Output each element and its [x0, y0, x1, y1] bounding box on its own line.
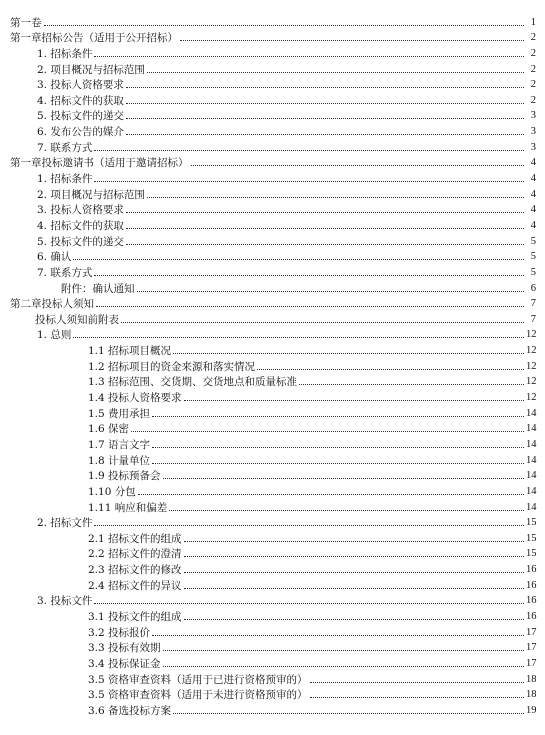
dot-leader: [184, 571, 524, 573]
toc-entry-title: 1.4 投标人资格要求: [88, 392, 182, 405]
toc-entry[interactable]: [0, 60, 545, 76]
toc-entry-page-number: 2: [530, 47, 536, 59]
toc-entry-page-number: 12: [526, 329, 537, 341]
dot-leader: [73, 336, 524, 338]
dot-leader: [73, 258, 524, 260]
toc-entry-page-number: 15: [526, 532, 537, 544]
toc-entry-page-number: 4: [530, 157, 536, 169]
toc-entry[interactable]: [0, 341, 545, 357]
toc-entry-page-number: 14: [526, 423, 537, 435]
dot-leader: [184, 540, 524, 542]
dot-leader: [184, 399, 524, 401]
dot-leader: [126, 102, 524, 104]
toc-entry[interactable]: [0, 545, 545, 561]
toc-entry[interactable]: [0, 279, 545, 295]
dot-leader: [94, 602, 524, 604]
toc-entry-page-number: 3: [530, 110, 536, 122]
toc-entry[interactable]: [0, 232, 545, 248]
toc-entry-page-number: 14: [526, 438, 537, 450]
toc-entry[interactable]: [0, 654, 545, 670]
dot-leader: [152, 634, 524, 636]
toc-entry-title: 3.1 投标文件的组成: [88, 610, 182, 623]
dot-leader: [126, 211, 524, 213]
dot-leader: [94, 274, 524, 276]
toc-entry-title: 附件：确认通知: [61, 282, 135, 295]
toc-entry-title: 3.4 投标保证金: [88, 657, 161, 670]
toc-entry[interactable]: [0, 467, 545, 483]
toc-entry-title: 2.2 招标文件的澄清: [88, 548, 182, 561]
toc-entry-title: 6. 发布公告的媒介: [37, 126, 124, 139]
toc-entry-page-number: 14: [526, 485, 537, 497]
toc-entry-page-number: 16: [526, 595, 537, 607]
toc-entry-page-number: 16: [526, 610, 537, 622]
dot-leader: [310, 681, 524, 683]
toc-entry-title: 1. 总则: [37, 329, 72, 342]
toc-entry-title: 2. 项目概况与招标范围: [37, 188, 145, 201]
toc-entry[interactable]: [0, 373, 545, 389]
toc-entry[interactable]: [0, 592, 545, 608]
toc-entry[interactable]: [0, 670, 545, 686]
toc-entry-page-number: 5: [530, 251, 536, 263]
toc-entry-page-number: 2: [530, 79, 536, 91]
toc-entry-title: 2.1 招标文件的组成: [88, 532, 182, 545]
dot-leader: [96, 305, 524, 307]
dot-leader: [137, 290, 525, 292]
toc-entry[interactable]: [0, 404, 545, 420]
toc-entry[interactable]: [0, 263, 545, 279]
toc-entry[interactable]: [0, 76, 545, 92]
dot-leader: [44, 24, 525, 26]
dot-leader: [163, 665, 524, 667]
dot-leader: [126, 117, 524, 119]
toc-entry-title: 5. 投标文件的递交: [37, 235, 124, 248]
toc-entry-title: 1.1 招标项目概况: [88, 345, 172, 358]
toc-entry-title: 2. 项目概况与招标范围: [37, 63, 145, 76]
toc-entry[interactable]: [0, 607, 545, 623]
toc-entry-title: 投标人须知前附表: [35, 313, 119, 326]
dot-leader: [94, 180, 524, 182]
toc-entry[interactable]: [0, 13, 545, 29]
dot-leader: [126, 227, 524, 229]
toc-entry[interactable]: [0, 482, 545, 498]
dot-leader: [152, 446, 524, 448]
toc-entry-page-number: 15: [526, 548, 537, 560]
toc-entry-page-number: 17: [526, 642, 537, 654]
toc-entry-title: 3. 投标文件: [37, 595, 93, 608]
dot-leader: [147, 71, 524, 73]
toc-entry-title: 3.5 资格审查资料（适用于未进行资格预审的）: [88, 689, 308, 702]
toc-entry-title: 3.2 投标报价: [88, 626, 151, 639]
toc-entry[interactable]: [0, 357, 545, 373]
toc-entry-page-number: 6: [530, 282, 536, 294]
toc-entry-title: 4. 招标文件的获取: [37, 219, 124, 232]
toc-entry-page-number: 1: [530, 16, 536, 28]
toc-entry-title: 6. 确认: [37, 251, 72, 264]
dot-leader: [131, 430, 524, 432]
dot-leader: [138, 493, 524, 495]
toc-entry[interactable]: [0, 623, 545, 639]
dot-leader: [126, 86, 524, 88]
dot-leader: [152, 415, 524, 417]
toc-entry[interactable]: [0, 107, 545, 123]
dot-leader: [169, 509, 524, 511]
dot-leader: [121, 321, 524, 323]
toc-entry-title: 1.7 语言文字: [88, 438, 151, 451]
dot-leader: [257, 368, 524, 370]
dot-leader: [163, 477, 524, 479]
dot-leader: [147, 196, 524, 198]
toc-entry-title: 第二章投标人须知: [10, 298, 94, 311]
toc-entry-page-number: 2: [530, 32, 536, 44]
toc-entry-page-number: 14: [526, 407, 537, 419]
toc-entry[interactable]: [0, 44, 545, 60]
toc-entry[interactable]: [0, 529, 545, 545]
toc-entry-title: 3. 投标人资格要求: [37, 79, 124, 92]
toc-entry-page-number: 17: [526, 657, 537, 669]
toc-entry-page-number: 5: [530, 235, 536, 247]
toc-entry-title: 2.3 招标文件的修改: [88, 564, 182, 577]
toc-entry[interactable]: [0, 216, 545, 232]
toc-entry-page-number: 14: [526, 501, 537, 513]
toc-entry-title: 7. 联系方式: [37, 266, 93, 279]
toc-entry[interactable]: [0, 420, 545, 436]
toc-entry[interactable]: [0, 686, 545, 702]
toc-entry-title: 3. 投标人资格要求: [37, 204, 124, 217]
toc-entry[interactable]: [0, 451, 545, 467]
toc-entry-page-number: 4: [530, 173, 536, 185]
toc-entry-title: 1.9 投标预备会: [88, 470, 161, 483]
toc-entry-page-number: 4: [530, 219, 536, 231]
toc-entry-title: 第一卷: [10, 16, 42, 29]
toc-entry-page-number: 14: [526, 454, 537, 466]
toc-entry-title: 1.10 分包: [88, 485, 136, 498]
dot-leader: [184, 555, 524, 557]
toc-entry-page-number: 2: [530, 94, 536, 106]
dot-leader: [184, 618, 524, 620]
toc-entry[interactable]: [0, 169, 545, 185]
toc-entry[interactable]: [0, 326, 545, 342]
toc-entry-title: 1.6 保密: [88, 423, 130, 436]
toc-entry-page-number: 3: [530, 126, 536, 138]
dot-leader: [310, 696, 524, 698]
toc-entry-page-number: 17: [526, 626, 537, 638]
dot-leader: [173, 712, 524, 714]
toc-entry-page-number: 12: [526, 345, 537, 357]
dot-leader: [152, 462, 524, 464]
toc-entry[interactable]: [0, 185, 545, 201]
toc-entry-page-number: 7: [530, 313, 536, 325]
toc-entry-page-number: 3: [530, 141, 536, 153]
dot-leader: [94, 524, 524, 526]
toc-entry-title: 1.2 招标项目的资金来源和落实情况: [88, 360, 256, 373]
toc-entry[interactable]: [0, 576, 545, 592]
toc-entry-page-number: 19: [526, 704, 537, 716]
toc-entry-page-number: 18: [526, 689, 537, 701]
dot-leader: [173, 352, 524, 354]
toc-entry[interactable]: [0, 154, 545, 170]
toc-entry-title: 第一章招标公告（适用于公开招标）: [10, 32, 178, 45]
dot-leader: [94, 55, 524, 57]
toc-entry[interactable]: [0, 388, 545, 404]
toc-entry-page-number: 2: [530, 63, 536, 75]
toc-entry-title: 1.3 招标范围、交货期、交货地点和质量标准: [88, 376, 298, 389]
dot-leader: [191, 164, 525, 166]
toc-entry[interactable]: [0, 248, 545, 264]
toc-entry-page-number: 5: [530, 266, 536, 278]
toc-entry-title: 2. 招标文件: [37, 517, 93, 530]
toc-entry[interactable]: [0, 514, 545, 530]
toc-entry[interactable]: [0, 435, 545, 451]
toc-entry-title: 1.5 费用承担: [88, 407, 151, 420]
toc-entry[interactable]: [0, 295, 545, 311]
dot-leader: [299, 383, 524, 385]
toc-entry-page-number: 16: [526, 579, 537, 591]
toc-entry[interactable]: [0, 560, 545, 576]
toc-entry[interactable]: [0, 498, 545, 514]
toc-entry-title: 3.6 备选投标方案: [88, 704, 172, 717]
toc-entry-title: 5. 投标文件的递交: [37, 110, 124, 123]
toc-entry-page-number: 14: [526, 470, 537, 482]
toc-entry[interactable]: [0, 701, 545, 717]
toc-entry[interactable]: [0, 122, 545, 138]
dot-leader: [126, 243, 524, 245]
toc-entry-title: 3.3 投标有效期: [88, 642, 161, 655]
dot-leader: [94, 149, 524, 151]
table-of-contents: [0, 13, 545, 717]
toc-entry-page-number: 12: [526, 392, 537, 404]
toc-entry-title: 2.4 招标文件的异议: [88, 579, 182, 592]
toc-entry-title: 1. 招标条件: [37, 173, 93, 186]
toc-entry-title: 1. 招标条件: [37, 47, 93, 60]
toc-entry[interactable]: [0, 29, 545, 45]
toc-entry[interactable]: [0, 138, 545, 154]
toc-entry[interactable]: [0, 201, 545, 217]
toc-entry-title: 1.11 响应和偏差: [88, 501, 168, 514]
dot-leader: [184, 587, 524, 589]
dot-leader: [163, 649, 524, 651]
toc-entry-page-number: 12: [526, 360, 537, 372]
toc-entry-title: 第一章投标邀请书（适用于邀请招标）: [10, 157, 189, 170]
dot-leader: [180, 39, 524, 41]
toc-entry-page-number: 18: [526, 673, 537, 685]
toc-entry-title: 3.5 资格审查资料（适用于已进行资格预审的）: [88, 673, 308, 686]
toc-entry-title: 7. 联系方式: [37, 141, 93, 154]
toc-entry-page-number: 4: [530, 204, 536, 216]
toc-entry-page-number: 12: [526, 376, 537, 388]
toc-entry-page-number: 16: [526, 564, 537, 576]
toc-entry-page-number: 4: [530, 188, 536, 200]
dot-leader: [126, 133, 524, 135]
toc-entry[interactable]: [0, 91, 545, 107]
toc-entry-page-number: 7: [530, 298, 536, 310]
toc-entry[interactable]: [0, 310, 545, 326]
toc-entry-page-number: 15: [526, 517, 537, 529]
toc-entry-title: 4. 招标文件的获取: [37, 94, 124, 107]
toc-entry[interactable]: [0, 639, 545, 655]
toc-entry-title: 1.8 计量单位: [88, 454, 151, 467]
